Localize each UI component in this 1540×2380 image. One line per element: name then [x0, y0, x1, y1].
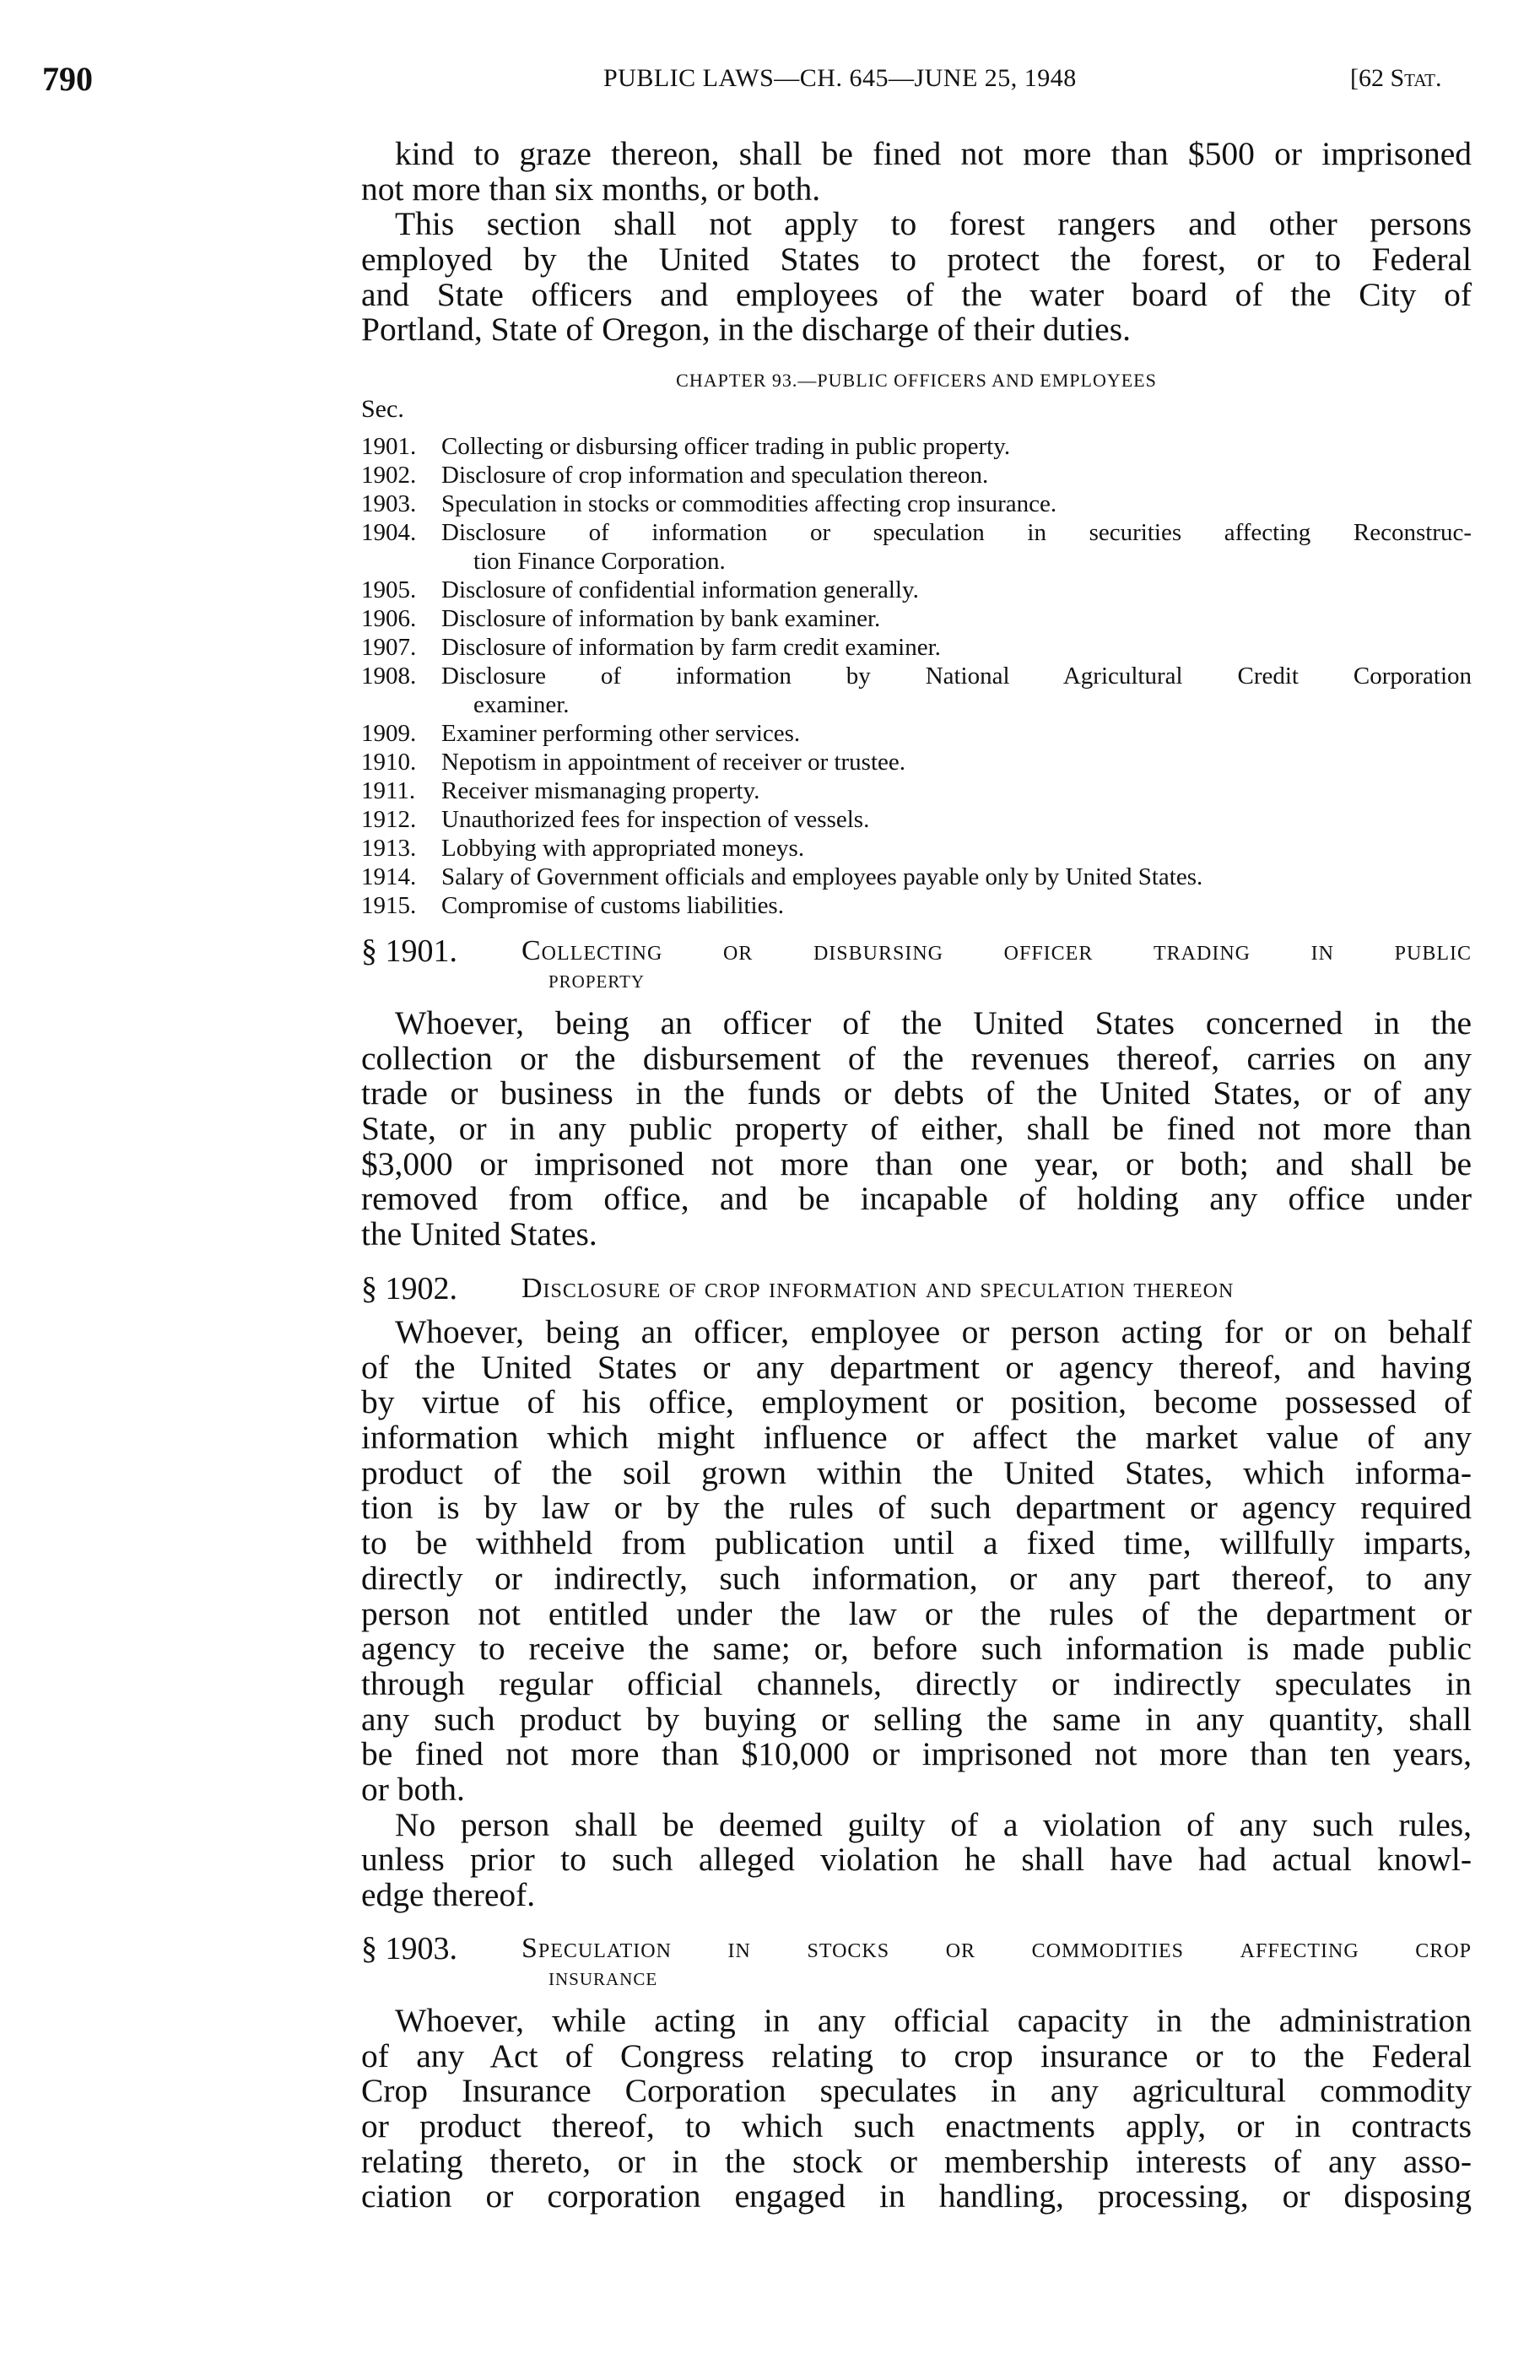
toc-text: examiner. [473, 691, 570, 718]
toc-number: 1910. [361, 749, 417, 776]
toc-number [361, 547, 441, 576]
section-heading [361, 933, 1472, 969]
toc-text: Unauthorized fees for inspection of vessels. [441, 806, 870, 833]
text-line: Whoever, being an officer, employee or person acting for or on behalf [395, 1313, 1472, 1350]
toc-item [361, 891, 1472, 920]
toc-number: 1908. [361, 663, 417, 690]
toc-text: Disclosure of information by bank examiner. [441, 605, 881, 632]
section-1902 [361, 1271, 1472, 1913]
toc-number: 1902. [361, 462, 417, 489]
section-title-continued: insurance [548, 1963, 658, 1991]
section-1903 [361, 1931, 1472, 2215]
toc-item [361, 662, 1472, 690]
paragraph [361, 137, 1472, 207]
section-title: Collecting or disbursing officer trading in public [521, 935, 1472, 966]
text-line: No person shall be deemed guilty of a violation of any such rules, [395, 1805, 1472, 1843]
toc-item [361, 576, 1472, 604]
toc-item [361, 518, 1472, 547]
toc-item [361, 461, 1472, 490]
text-line: the United States. [361, 1215, 597, 1253]
toc-text: Collecting or disbursing officer trading in public property. [441, 433, 1011, 460]
text-line: directly or indirectly, such information, or any part thereof, to any [361, 1559, 1472, 1597]
toc-item [361, 633, 1472, 662]
volume-ref-word: Stat. [1390, 64, 1442, 92]
running-head: PUBLIC LAWS—CH. 645—JUNE 25, 1948 [603, 64, 1077, 92]
text-line: edge thereof. [361, 1876, 536, 1913]
text-line: through regular official channels, directly or indirectly speculates in [361, 1664, 1472, 1702]
toc-text: Disclosure of information by National Agricultural Credit Corporation [441, 663, 1472, 690]
toc-text: Speculation in stocks or commodities affecting crop insurance. [441, 490, 1057, 517]
volume-ref-prefix: [62 [1350, 64, 1391, 92]
volume-reference [1350, 64, 1442, 93]
chapter-contents [361, 370, 1472, 920]
text-line: any such product by buying or selling the same in any quantity, shall [361, 1700, 1472, 1738]
section-heading [361, 1931, 1472, 1966]
toc-number: 1911. [361, 777, 416, 804]
section-body [361, 1006, 1472, 1252]
toc-item [361, 690, 1472, 719]
section-number: § 1901. [361, 933, 457, 969]
text-line: State, or in any public property of either, shall be fined not more than [361, 1110, 1472, 1148]
text-line: by virtue of his office, employment or position, become possessed of [361, 1383, 1472, 1421]
page-number: 790 [42, 60, 93, 98]
toc-text: Salary of Government officials and employees payable only by United States. [441, 863, 1203, 890]
text-line: be fined not more than $10,000 or imprisoned not more than ten years, [361, 1735, 1472, 1773]
section-number: § 1902. [361, 1271, 457, 1306]
text-line: of any Act of Congress relating to crop insurance or to the Federal [361, 2037, 1472, 2074]
toc-text: Examiner performing other services. [441, 720, 801, 747]
text-line: to be withheld from publication until a fixed time, willfully imparts, [361, 1524, 1472, 1562]
toc-number: 1903. [361, 490, 417, 517]
section-title-continued: property [548, 966, 646, 993]
text-line: employed by the United States to protect the forest, or to Federal [361, 241, 1472, 279]
section-body [361, 2004, 1472, 2215]
section-title: Speculation in stocks or commodities affecting crop [521, 1933, 1472, 1964]
toc-text: Lobbying with appropriated moneys. [441, 835, 805, 862]
toc-item [361, 432, 1472, 461]
toc-item [361, 604, 1472, 633]
paragraph [361, 1805, 1472, 1913]
text-line: collection or the disbursement of the revenues thereof, carries on any [361, 1039, 1472, 1077]
text-line: $3,000 or imprisoned not more than one year, or both; and shall be [361, 1144, 1472, 1182]
text-line: unless prior to such alleged violation he shall have had actual knowl- [361, 1841, 1472, 1879]
toc-text: Disclosure of information by farm credit examiner. [441, 634, 941, 661]
text-line: person not entitled under the law or the rules of the department or [361, 1594, 1472, 1632]
paragraph [361, 1315, 1472, 1808]
text-line: product of the soil grown within the United States, which informa- [361, 1453, 1472, 1491]
paragraph [361, 207, 1472, 348]
text-line: not more than six months, or both. [361, 170, 821, 208]
toc-item [361, 863, 1472, 891]
continuation-text [361, 137, 1472, 348]
text-line: agency to receive the same; or, before such information is made public [361, 1630, 1472, 1668]
text-line: of the United States or any department or agency thereof, and having [361, 1348, 1472, 1386]
text-line: or product thereof, to which such enactments apply, or in contracts [361, 2107, 1472, 2145]
toc-item [361, 748, 1472, 776]
paragraph [361, 2004, 1472, 2215]
toc-number: 1905. [361, 576, 417, 603]
toc-item [361, 547, 1472, 576]
text-line: Whoever, while acting in any official capacity in the administration [395, 2002, 1472, 2039]
section-number: § 1903. [361, 1931, 457, 1966]
chapter-title: CHAPTER 93.—PUBLIC OFFICERS AND EMPLOYEES [676, 370, 1157, 391]
toc-number: 1913. [361, 835, 417, 862]
text-line: information which might influence or affect the market value of any [361, 1419, 1472, 1457]
toc-number: 1909. [361, 720, 417, 747]
toc-number: 1907. [361, 634, 417, 661]
text-line: and State officers and employees of the water board of the City of [361, 275, 1472, 313]
toc-number: 1912. [361, 806, 417, 833]
text-line: ciation or corporation engaged in handling, processing, or disposing [361, 2177, 1472, 2215]
toc-number: 1914. [361, 863, 417, 890]
toc-item [361, 834, 1472, 863]
text-line: Whoever, being an officer of the United States concerned in the [395, 1004, 1472, 1041]
text-line: trade or business in the funds or debts of the United States, or of any [361, 1074, 1472, 1112]
toc-item [361, 490, 1472, 518]
toc-number: 1906. [361, 605, 417, 632]
toc-number: 1915. [361, 892, 417, 919]
toc-number [361, 690, 441, 719]
toc-number: 1904. [361, 519, 417, 546]
toc-list [361, 432, 1472, 920]
toc-item [361, 805, 1472, 834]
section-title: Disclosure of crop information and speculation thereon [521, 1273, 1235, 1304]
toc-number: 1901. [361, 433, 417, 460]
paragraph [361, 1006, 1472, 1252]
toc-item [361, 776, 1472, 805]
text-line: or both. [361, 1770, 465, 1808]
section-1901 [361, 933, 1472, 1253]
toc-item [361, 719, 1472, 748]
section-heading [361, 1271, 1472, 1306]
toc-text: Disclosure of crop information and speculation thereon. [441, 462, 989, 489]
text-line: Portland, State of Oregon, in the discharge of their duties. [361, 311, 1131, 349]
toc-text: Nepotism in appointment of receiver or trustee. [441, 749, 906, 776]
toc-text: Disclosure of information or speculation in securities affecting Reconstruc- [441, 519, 1472, 546]
text-line: removed from office, and be incapable of holding any office under [361, 1180, 1472, 1218]
toc-text: Compromise of customs liabilities. [441, 892, 784, 919]
toc-text: Receiver mismanaging property. [441, 777, 760, 804]
text-line: Crop Insurance Corporation speculates in any agricultural commodity [361, 2072, 1472, 2110]
text-line: This section shall not apply to forest rangers and other persons [395, 205, 1472, 243]
text-line: kind to graze thereon, shall be fined not more than $500 or imprisoned [395, 135, 1472, 172]
toc-text: tion Finance Corporation. [473, 548, 726, 575]
text-line: relating thereto, or in the stock or membership interests of any asso- [361, 2142, 1472, 2180]
toc-text: Disclosure of confidential information generally. [441, 576, 919, 603]
text-line: tion is by law or by the rules of such department or agency required [361, 1489, 1472, 1527]
section-body [361, 1315, 1472, 1913]
sec-label: Sec. [361, 395, 404, 423]
